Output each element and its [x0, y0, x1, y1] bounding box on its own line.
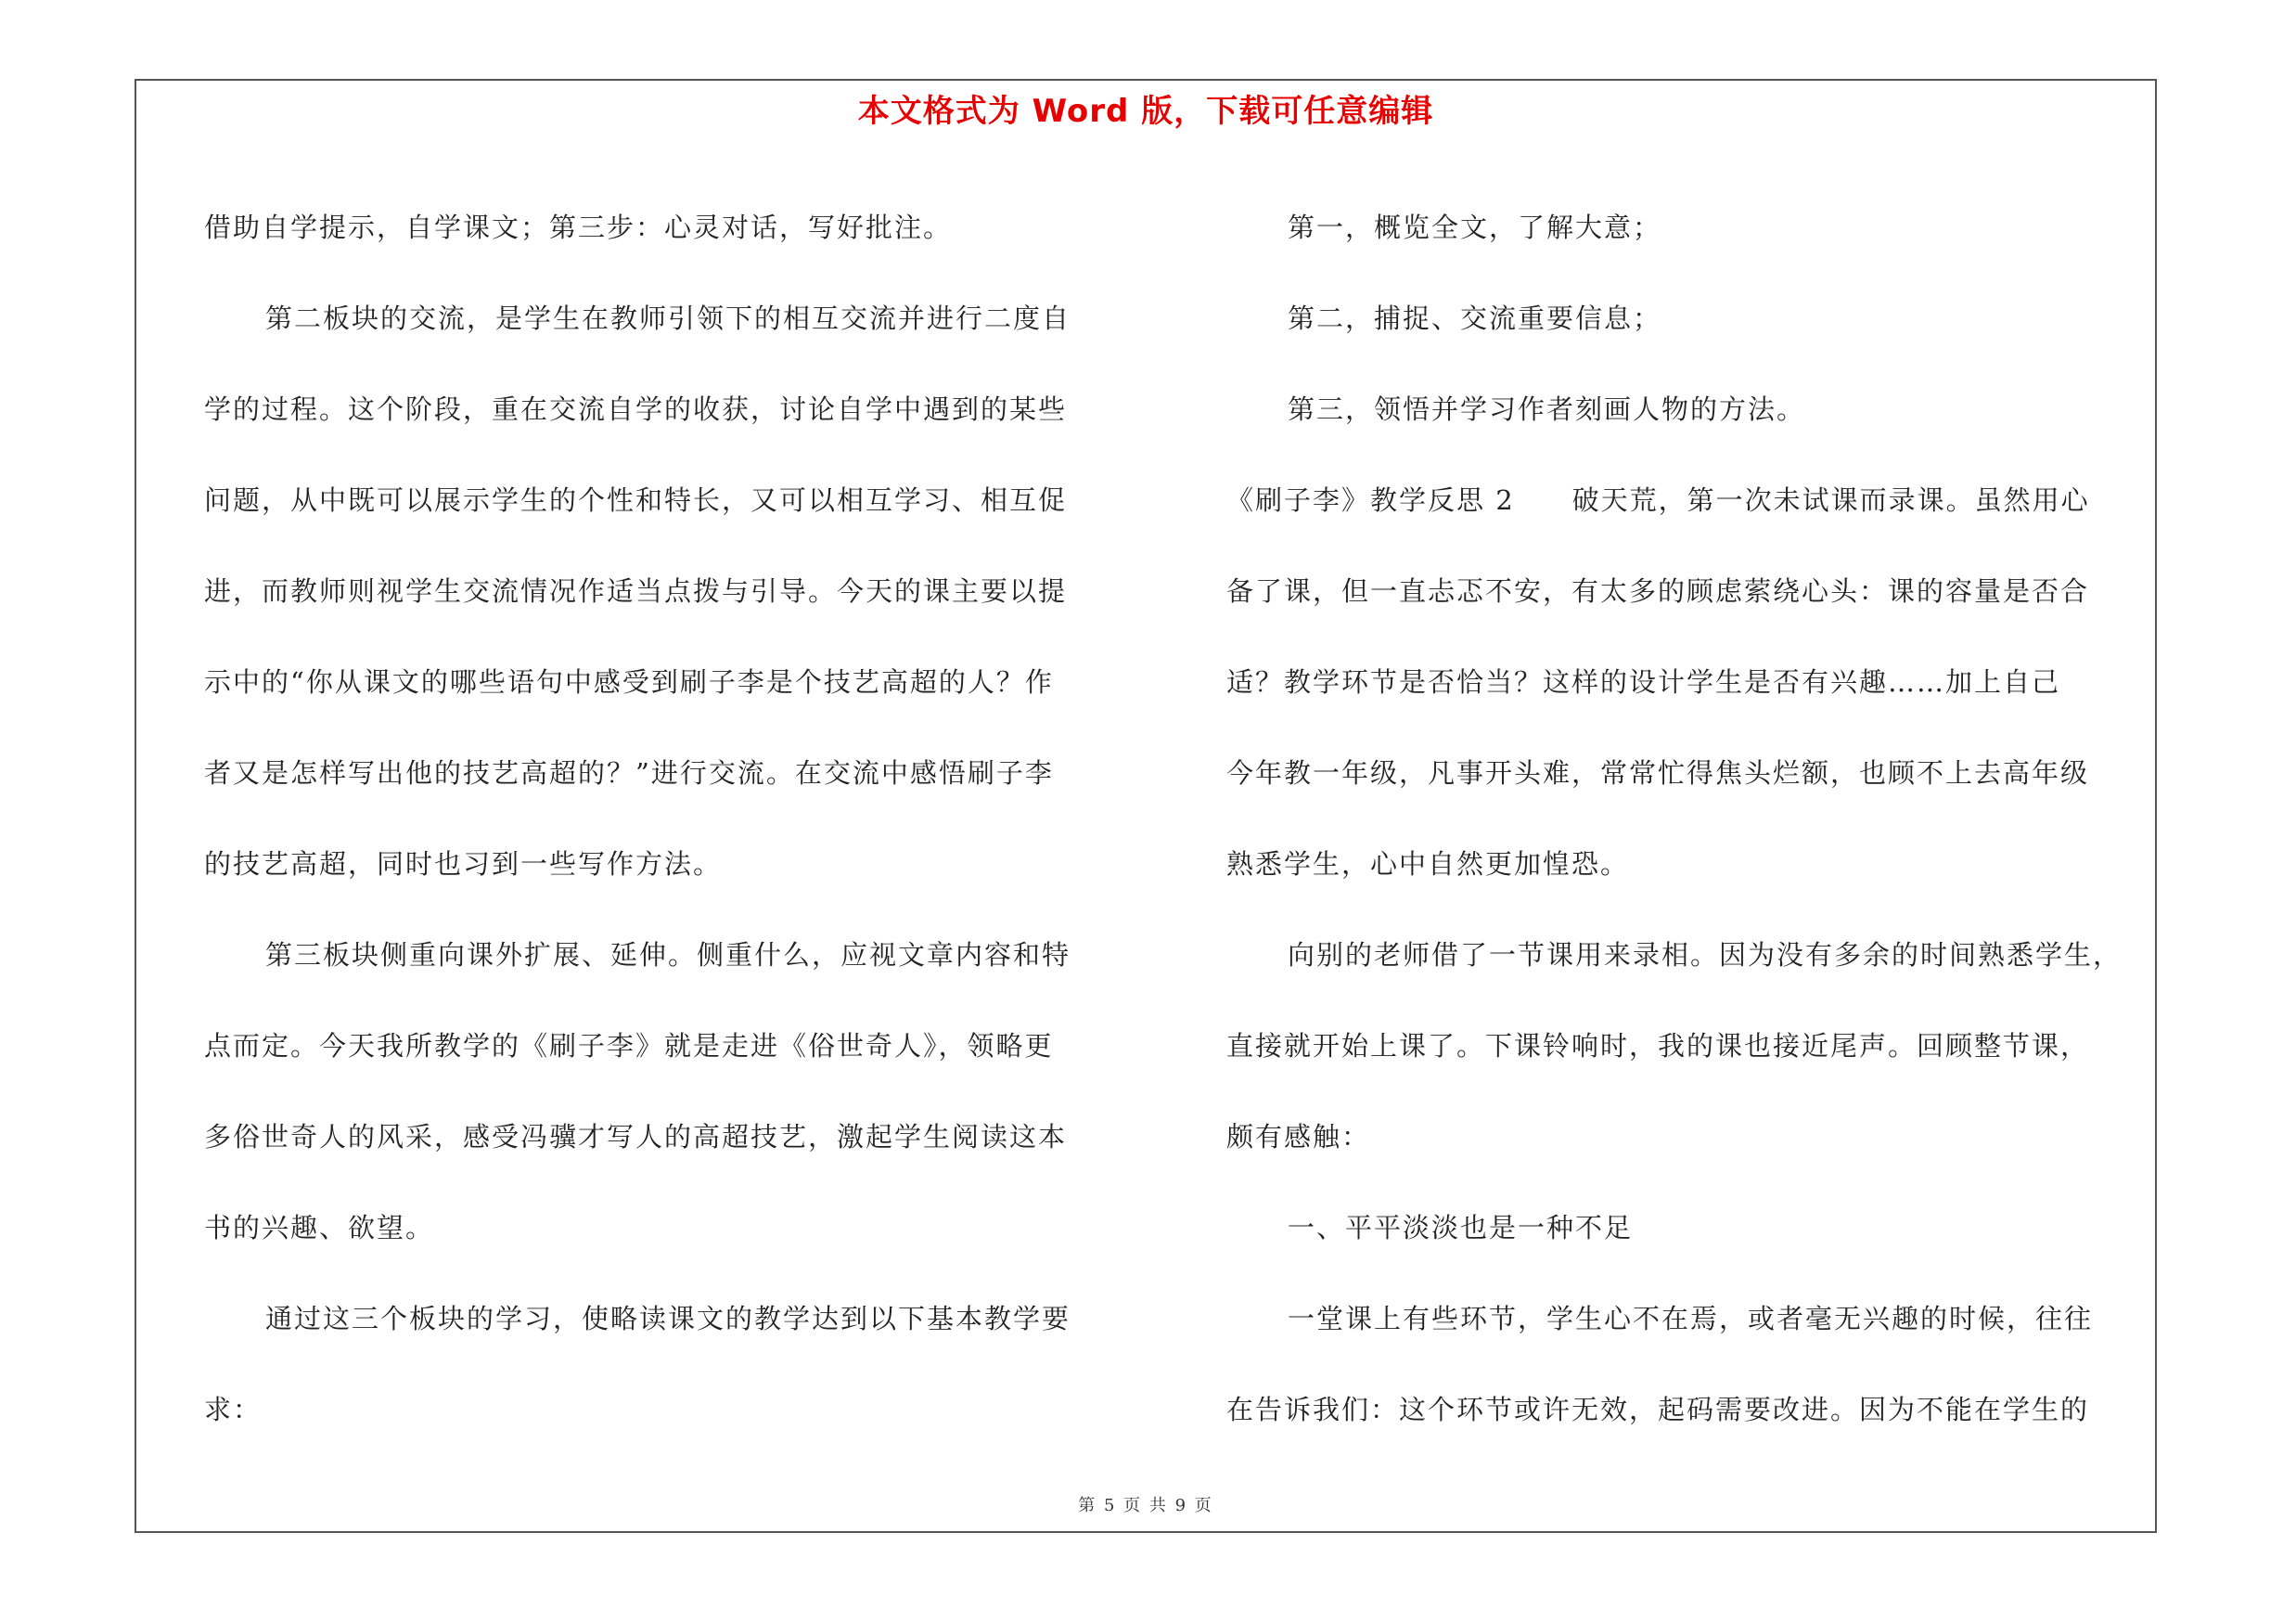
- format-banner: 本文格式为 Word 版，下载可任意编辑: [857, 93, 1434, 130]
- paragraph-start: 向别的老师借了一节课用来录相。因为没有多余的时间熟悉学生，: [1288, 939, 2123, 971]
- text-line: 适？教学环节是否恰当？这样的设计学生是否有兴趣……加上自己: [1226, 666, 2061, 698]
- text-line: 者又是怎样写出他的技艺高超的？”进行交流。在交流中感悟刷子李: [204, 757, 1054, 789]
- text-line: 备了课，但一直忐忑不安，有太多的顾虑萦绕心头：课的容量是否合: [1226, 575, 2090, 607]
- text-line: 示中的“你从课文的哪些语句中感受到刷子李是个技艺高超的人？作: [204, 666, 1054, 698]
- subheading: 一、平平淡淡也是一种不足: [1288, 1212, 1634, 1243]
- left-column: [204, 182, 1132, 1455]
- text-line: 颇有感触：: [1226, 1121, 1371, 1153]
- paragraph-start: 第三，领悟并学习作者刻画人物的方法。: [1288, 393, 1806, 425]
- paragraph-start: 一堂课上有些环节，学生心不在焉，或者毫无兴趣的时候，往往: [1288, 1303, 2094, 1334]
- text-line: 直接就开始上课了。下课铃响时，我的课也接近尾声。回顾整节课，: [1226, 1030, 2090, 1062]
- text-line: 问题，从中既可以展示学生的个性和特长，又可以相互学习、相互促: [204, 484, 1068, 516]
- paragraph-start: 第二板块的交流，是学生在教师引领下的相互交流并进行二度自: [265, 303, 1071, 334]
- text-line: 求：: [204, 1394, 263, 1425]
- text-line: 借助自学提示，自学课文；第三步：心灵对话，写好批注。: [204, 212, 953, 243]
- section-heading-line: 《刷子李》教学反思 2 破天荒，第一次未试课而录课。虽然用心: [1226, 484, 2090, 516]
- page-number: 第 5 页 共 9 页: [1078, 1496, 1213, 1515]
- text-line: 学的过程。这个阶段，重在交流自学的收获，讨论自学中遇到的某些: [204, 393, 1068, 425]
- text-line: 的技艺高超，同时也习到一些写作方法。: [204, 848, 723, 880]
- paragraph-start: 第一，概览全文，了解大意；: [1288, 212, 1662, 243]
- text-line: 多俗世奇人的风采，感受冯骥才写人的高超技艺，激起学生阅读这本: [204, 1121, 1068, 1153]
- text-line: 点而定。今天我所教学的《刷子李》就是走进《俗世奇人》，领略更: [204, 1030, 1054, 1062]
- paragraph-start: 通过这三个板块的学习，使略读课文的教学达到以下基本教学要: [265, 1303, 1071, 1334]
- paragraph-start: 第三板块侧重向课外扩展、延伸。侧重什么，应视文章内容和特: [265, 939, 1071, 971]
- text-line: 书的兴趣、欲望。: [204, 1212, 435, 1243]
- text-line: 今年教一年级，凡事开头难，常常忙得焦头烂额，也顾不上去高年级: [1226, 757, 2090, 789]
- paragraph-start: 第二，捕捉、交流重要信息；: [1288, 303, 1662, 334]
- text-line: 进，而教师则视学生交流情况作适当点拨与引导。今天的课主要以提: [204, 575, 1068, 607]
- text-line: 在告诉我们：这个环节或许无效，起码需要改进。因为不能在学生的: [1226, 1394, 2090, 1425]
- text-line: 熟悉学生，心中自然更加惶恐。: [1226, 848, 1630, 880]
- right-column: [1226, 182, 2163, 1455]
